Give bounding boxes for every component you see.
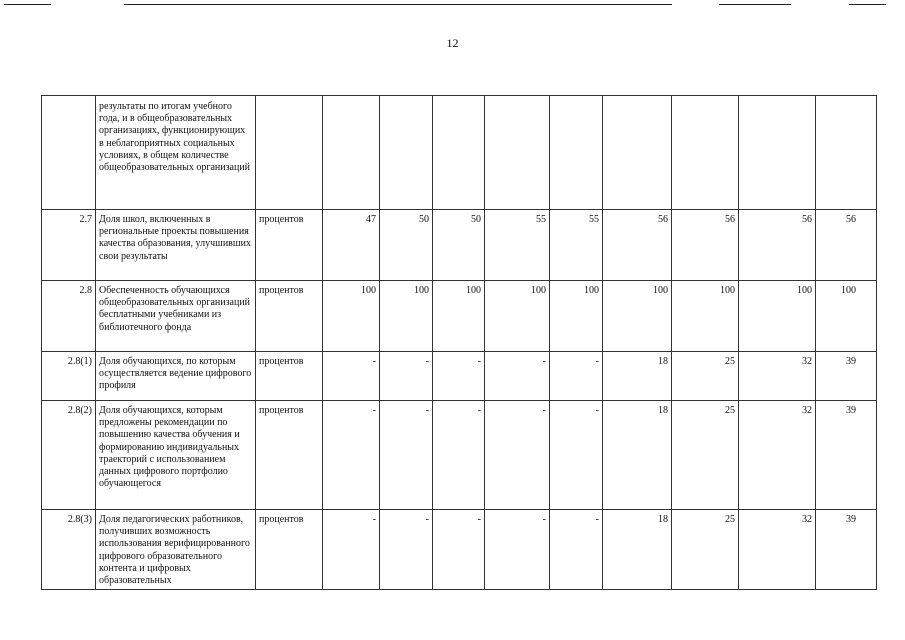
value-cell-9: 39 (816, 401, 877, 510)
value-cell-3: - (433, 352, 485, 401)
page-number: 12 (446, 36, 459, 50)
table-row (42, 352, 877, 401)
value-cell-5: 100 (550, 281, 603, 352)
value-cell-2: 50 (380, 210, 433, 281)
unit-cell: процентов (256, 510, 323, 590)
row-number-cell: 2.8(1) (42, 352, 96, 401)
row-number-cell: 2.8(2) (42, 401, 96, 510)
value-cell-6: 18 (603, 401, 672, 510)
unit-cell: процентов (256, 281, 323, 352)
value-cell-6: 100 (603, 281, 672, 352)
value-cell-8 (739, 96, 816, 210)
value-cell-8: 32 (739, 510, 816, 590)
value-cell-9: 56 (816, 210, 877, 281)
value-cell-8: 32 (739, 401, 816, 510)
value-cell-3: 50 (433, 210, 485, 281)
row-number-cell (42, 96, 96, 210)
table-row (42, 510, 877, 590)
unit-cell: процентов (256, 210, 323, 281)
value-cell-2: - (380, 510, 433, 590)
value-cell-8: 100 (739, 281, 816, 352)
indicator-name-cell: Доля педагогических работников, получивших возможность использования верифицированного цифрового образовательного контента и цифровых образовательных (96, 510, 256, 590)
value-cell-3: - (433, 510, 485, 590)
value-cell-7: 56 (672, 210, 739, 281)
value-cell-1: - (323, 510, 380, 590)
indicator-name-cell: Доля обучающихся, по которым осуществляется ведение цифрового профиля (96, 352, 256, 401)
value-cell-1: 47 (323, 210, 380, 281)
value-cell-4: 100 (485, 281, 550, 352)
value-cell-9: 100 (816, 281, 877, 352)
value-cell-3: 100 (433, 281, 485, 352)
value-cell-1: - (323, 352, 380, 401)
unit-cell (256, 96, 323, 210)
value-cell-1 (323, 96, 380, 210)
value-cell-6: 56 (603, 210, 672, 281)
value-cell-5: - (550, 510, 603, 590)
value-cell-6: 18 (603, 510, 672, 590)
table-row (42, 281, 877, 352)
value-cell-6 (603, 96, 672, 210)
value-cell-8: 56 (739, 210, 816, 281)
value-cell-5: - (550, 352, 603, 401)
value-cell-4: - (485, 510, 550, 590)
row-number-cell: 2.8 (42, 281, 96, 352)
value-cell-2: - (380, 352, 433, 401)
value-cell-8: 32 (739, 352, 816, 401)
value-cell-5 (550, 96, 603, 210)
value-cell-4 (485, 96, 550, 210)
indicator-name-cell: Доля школ, включенных в региональные проекты повышения качества образования, улучшивших свои результаты (96, 210, 256, 281)
value-cell-3: - (433, 401, 485, 510)
value-cell-7: 100 (672, 281, 739, 352)
value-cell-7 (672, 96, 739, 210)
header-rule-center (124, 4, 672, 5)
value-cell-4: - (485, 352, 550, 401)
value-cell-5: 55 (550, 210, 603, 281)
value-cell-2: - (380, 401, 433, 510)
value-cell-7: 25 (672, 352, 739, 401)
indicator-name-cell: Доля обучающихся, которым предложены рекомендации по повышению качества обучения и формированию индивидуальных траекторий с использованием данных цифрового портфолио обучающегося (96, 401, 256, 510)
value-cell-6: 18 (603, 352, 672, 401)
header-rule-left (4, 4, 51, 5)
value-cell-5: - (550, 401, 603, 510)
header-rule-far-right (849, 4, 886, 5)
table-row (42, 401, 877, 510)
value-cell-9: 39 (816, 352, 877, 401)
value-cell-4: - (485, 401, 550, 510)
table-row (42, 210, 877, 281)
value-cell-2 (380, 96, 433, 210)
value-cell-3 (433, 96, 485, 210)
row-number-cell: 2.7 (42, 210, 96, 281)
unit-cell: процентов (256, 352, 323, 401)
value-cell-2: 100 (380, 281, 433, 352)
indicator-name-cell: результаты по итогам учебного года, и в общеобразовательных организациях, функционирующих в неблагоприятных социальных условиях, в общем количестве общеобразовательных организаций (96, 96, 256, 210)
value-cell-7: 25 (672, 401, 739, 510)
indicator-table (41, 95, 877, 590)
value-cell-4: 55 (485, 210, 550, 281)
unit-cell: процентов (256, 401, 323, 510)
value-cell-7: 25 (672, 510, 739, 590)
indicator-name-cell: Обеспеченность обучающихся общеобразовательных организаций бесплатными учебниками из библиотечного фонда (96, 281, 256, 352)
row-number-cell: 2.8(3) (42, 510, 96, 590)
value-cell-9: 39 (816, 510, 877, 590)
value-cell-1: - (323, 401, 380, 510)
table-row (42, 96, 877, 210)
value-cell-9 (816, 96, 877, 210)
header-rule-right (719, 4, 791, 5)
value-cell-1: 100 (323, 281, 380, 352)
